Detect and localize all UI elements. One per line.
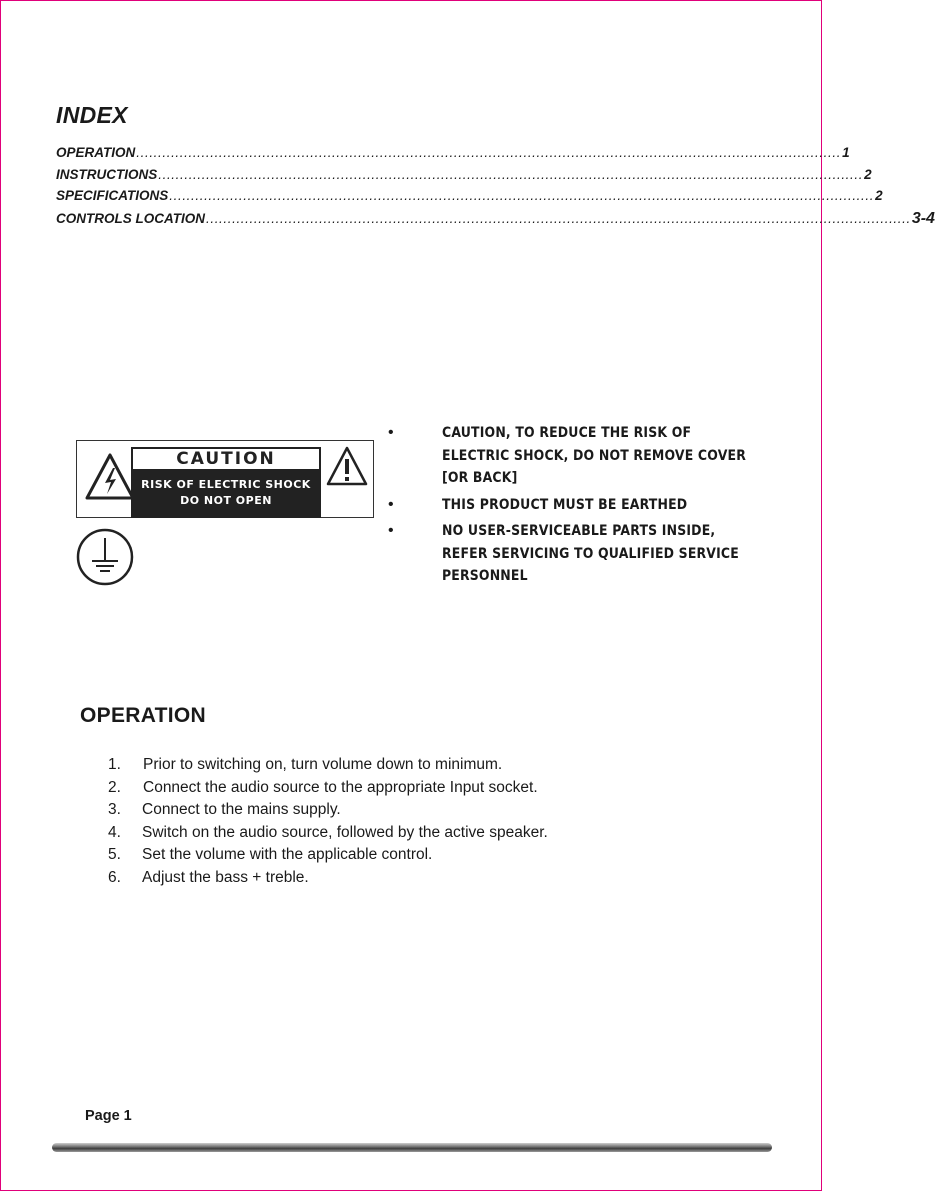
list-item — [388, 422, 788, 490]
toc-page-number: 2 — [875, 188, 883, 203]
step-number: 4. — [108, 823, 121, 841]
step-text: Connect the audio source to the appropriate Input socket. — [143, 778, 538, 796]
toc-label: OPERATION — [56, 145, 136, 160]
caution-heading: CAUTION — [131, 447, 321, 471]
toc-label: SPECIFICATIONS — [56, 188, 169, 203]
toc-label: INSTRUCTIONS — [56, 166, 158, 182]
exclamation-triangle-icon — [325, 445, 369, 487]
step-number: 5. — [108, 846, 121, 863]
list-item — [108, 867, 628, 890]
list-item — [388, 520, 788, 588]
warning-text: THIS PRODUCT MUST BE EARTHED — [442, 496, 688, 513]
toc-entry-controls-location[interactable] — [56, 209, 935, 232]
step-number: 1. — [108, 756, 121, 773]
step-text: Connect to the mains supply. — [142, 801, 341, 818]
toc-leader-dots: .................................................................................................................................................................. — [158, 166, 864, 182]
step-number: 2. — [108, 778, 121, 796]
table-of-contents — [56, 145, 935, 231]
caution-line-1: RISK OF ELECTRIC SHOCK — [141, 478, 311, 491]
operation-steps — [108, 754, 628, 889]
step-number: 6. — [108, 868, 121, 886]
list-item — [108, 799, 628, 822]
earth-ground-icon — [75, 527, 135, 587]
bullet: • — [388, 424, 394, 441]
toc-page-number: 2 — [864, 166, 872, 182]
warning-text: NO USER-SERVICEABLE PARTS INSIDE, REFER SERVICING TO QUALIFIED SERVICE PERSONNEL — [442, 523, 739, 584]
caution-sign — [131, 447, 321, 519]
lightning-bolt-triangle-icon — [84, 451, 136, 503]
step-text: Adjust the bass + treble. — [142, 868, 309, 886]
step-number: 3. — [108, 801, 121, 818]
list-item — [108, 822, 628, 845]
footer-divider — [52, 1143, 772, 1152]
toc-entry-operation[interactable] — [56, 145, 850, 167]
index-title: INDEX — [56, 102, 128, 128]
toc-page-number: 1 — [842, 145, 850, 160]
list-item — [108, 777, 628, 800]
warning-text: CAUTION, TO REDUCE THE RISK OF ELECTRIC SHOCK, DO NOT REMOVE COVER [OR BACK] — [442, 425, 746, 486]
toc-page-number: 3-4 — [911, 209, 935, 227]
operation-heading: OPERATION — [80, 704, 206, 727]
step-text: Switch on the audio source, followed by the active speaker. — [142, 823, 548, 841]
page-number: Page 1 — [85, 1108, 132, 1124]
toc-entry-instructions[interactable] — [56, 166, 872, 189]
toc-label: CONTROLS LOCATION — [56, 210, 205, 226]
step-text: Prior to switching on, turn volume down to minimum. — [143, 756, 503, 773]
step-text: Set the volume with the applicable control. — [142, 846, 433, 863]
caution-warning-label — [76, 440, 374, 518]
list-item — [108, 844, 628, 867]
caution-line-2: DO NOT OPEN — [180, 494, 272, 507]
toc-leader-dots: .................................................................................................................................................................. — [136, 145, 842, 160]
bullet: • — [388, 522, 394, 539]
caution-body — [131, 471, 321, 518]
bullet: • — [388, 495, 394, 513]
toc-leader-dots: .................................................................................................................................................................. — [206, 210, 911, 226]
list-item — [388, 494, 788, 517]
safety-warnings — [388, 422, 788, 592]
toc-leader-dots: .................................................................................................................................................................. — [169, 188, 875, 203]
toc-entry-specifications[interactable] — [56, 188, 883, 210]
list-item — [108, 754, 628, 777]
